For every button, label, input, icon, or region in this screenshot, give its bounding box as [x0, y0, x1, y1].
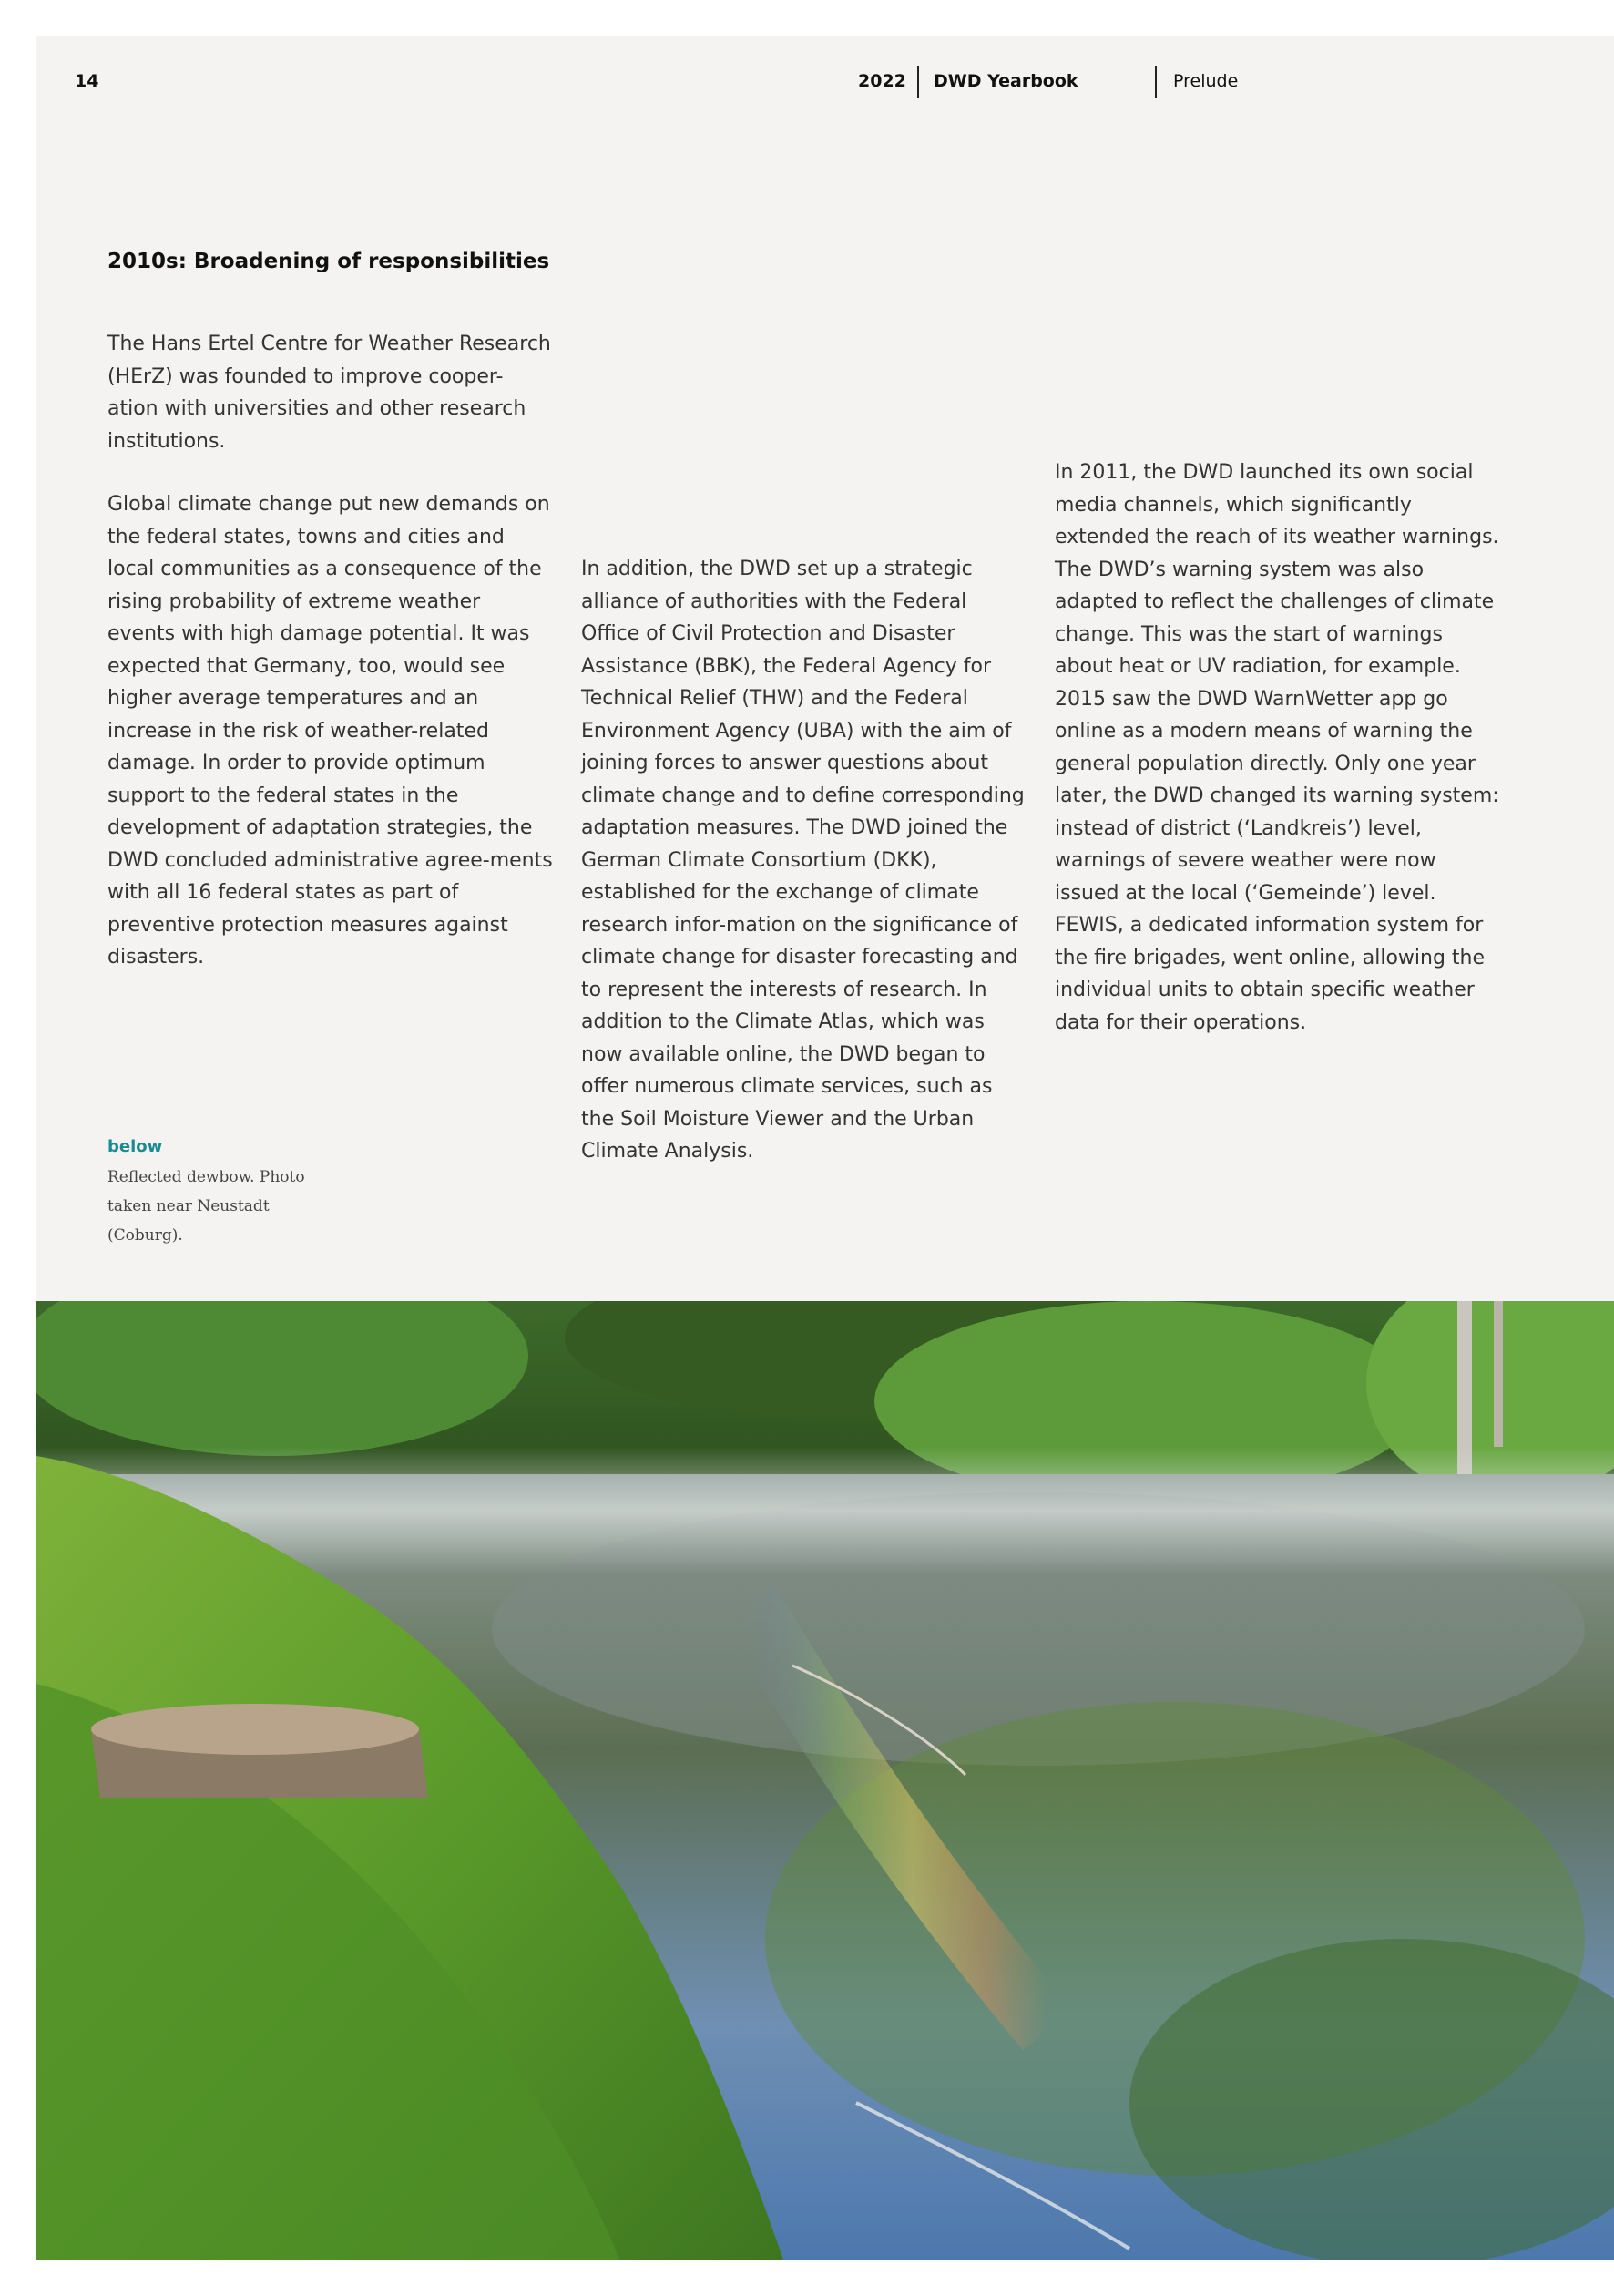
page — [36, 36, 1614, 2260]
publication-title: DWD Yearbook — [934, 71, 1078, 91]
header-divider — [917, 66, 919, 98]
section-title: Prelude — [1173, 71, 1239, 91]
paragraph-herz: The Hans Ertel Centre for Weather Research (HErZ) was founded to improve cooper-ation with universities and other research institutions. — [107, 333, 551, 453]
paragraph-climate-change: Global climate change put new demands on the federal states, towns and cities and local communities as a consequence of the rising probability of extreme weather events with high damage potential. It was expected that Germany, too, would see higher average temperatures and an increase in the risk of weather-related damage. In order to provide optimum support to the federal states in the development of adaptation strategies, the DWD concluded administrative agree-ments with all 16 federal states as part of preventive protection measures against disasters. — [107, 493, 553, 969]
article-heading: 2010s: Broadening of responsibilities — [107, 250, 550, 273]
caption-label: below — [107, 1137, 163, 1156]
header-year: 2022 — [858, 71, 906, 91]
page-number: 14 — [75, 71, 99, 91]
header-divider — [1155, 66, 1157, 98]
paragraph-warnings: In 2011, the DWD launched its own social media channels, which significantly extended the reach of its weather warnings. The DWD’s warning system was also adapted to reflect the challenges of climate change. This was the start of warnings about heat or UV radiation, for example. 2015 saw the DWD WarnWetter app go online as a modern means of warning the general population directly. Only one year later, the DWD changed its warning system: instead of district (‘Landkreis’) level, warnings of severe weather were now issued at the local (‘Gemeinde’) level. FEWIS, a dedicated information system for the fire brigades, went online, allowing the individual units to obtain specific weather data for their operations. — [1055, 461, 1499, 1034]
paragraph-alliance: In addition, the DWD set up a strategic alliance of authorities with the Federal Office of Civil Protection and Disaster Assistance (BBK), the Federal Agency for Technical Relief (THW) and the Federal Environment Agency (UBA) with the aim of joining forces to answer questions about climate change and to define corresponding adaptation measures. The DWD joined the German Climate Consortium (DKK), established for the exchange of climate research infor-mation on the significance of climate change for disaster forecasting and to represent the interests of research. In addition to the Climate Atlas, which was now available online, the DWD began to offer numerous climate services, such as the Soil Moisture Viewer and the Urban Climate Analysis. — [581, 558, 1025, 1163]
dewbow-photo — [36, 1301, 1614, 2260]
caption-text: Reflected dewbow. Photo taken near Neustadt (Coburg). — [107, 1168, 305, 1245]
